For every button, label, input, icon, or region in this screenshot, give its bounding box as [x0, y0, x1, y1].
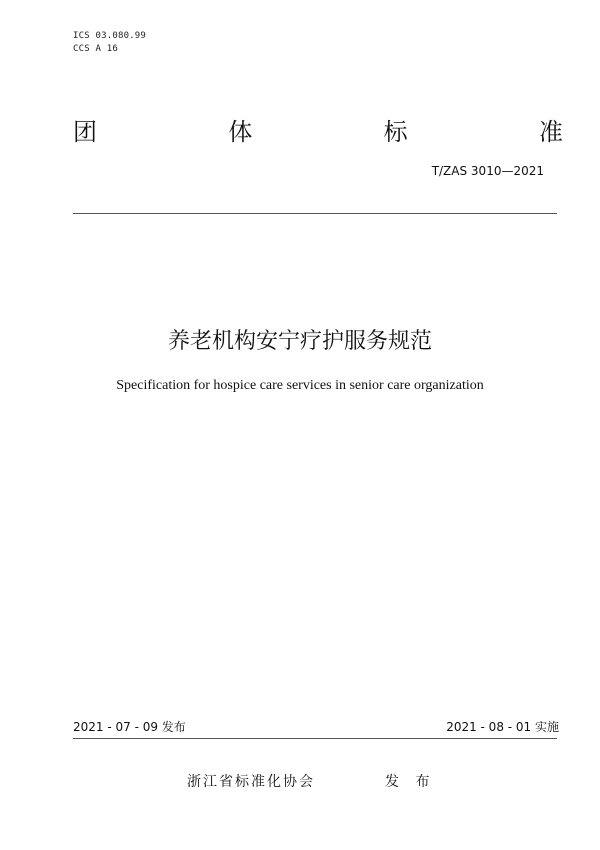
- ccs-code: CCS A 16: [73, 44, 118, 54]
- standard-type-char: 标: [383, 118, 408, 146]
- standard-number: T/ZAS 3010—2021: [431, 164, 544, 178]
- footer-divider: [73, 738, 557, 739]
- publish-label: 发 布: [385, 774, 436, 790]
- header-divider: [73, 213, 557, 214]
- implementation-date: 2021 - 08 - 01 实施: [446, 720, 559, 734]
- chinese-title: 养老机构安宁疗护服务规范: [167, 329, 432, 354]
- ics-code: ICS 03.080.99: [73, 31, 147, 41]
- standard-type-heading: [73, 117, 563, 147]
- english-title: Specification for hospice care services in senior care organization: [116, 378, 484, 393]
- publisher-name: 浙江省标准化协会: [187, 774, 315, 790]
- standard-type-char: 团: [73, 118, 97, 146]
- issue-date: 2021 - 07 - 09 发布: [73, 720, 186, 734]
- standard-type-char: 准: [538, 118, 563, 146]
- standard-type-char: 体: [228, 118, 253, 146]
